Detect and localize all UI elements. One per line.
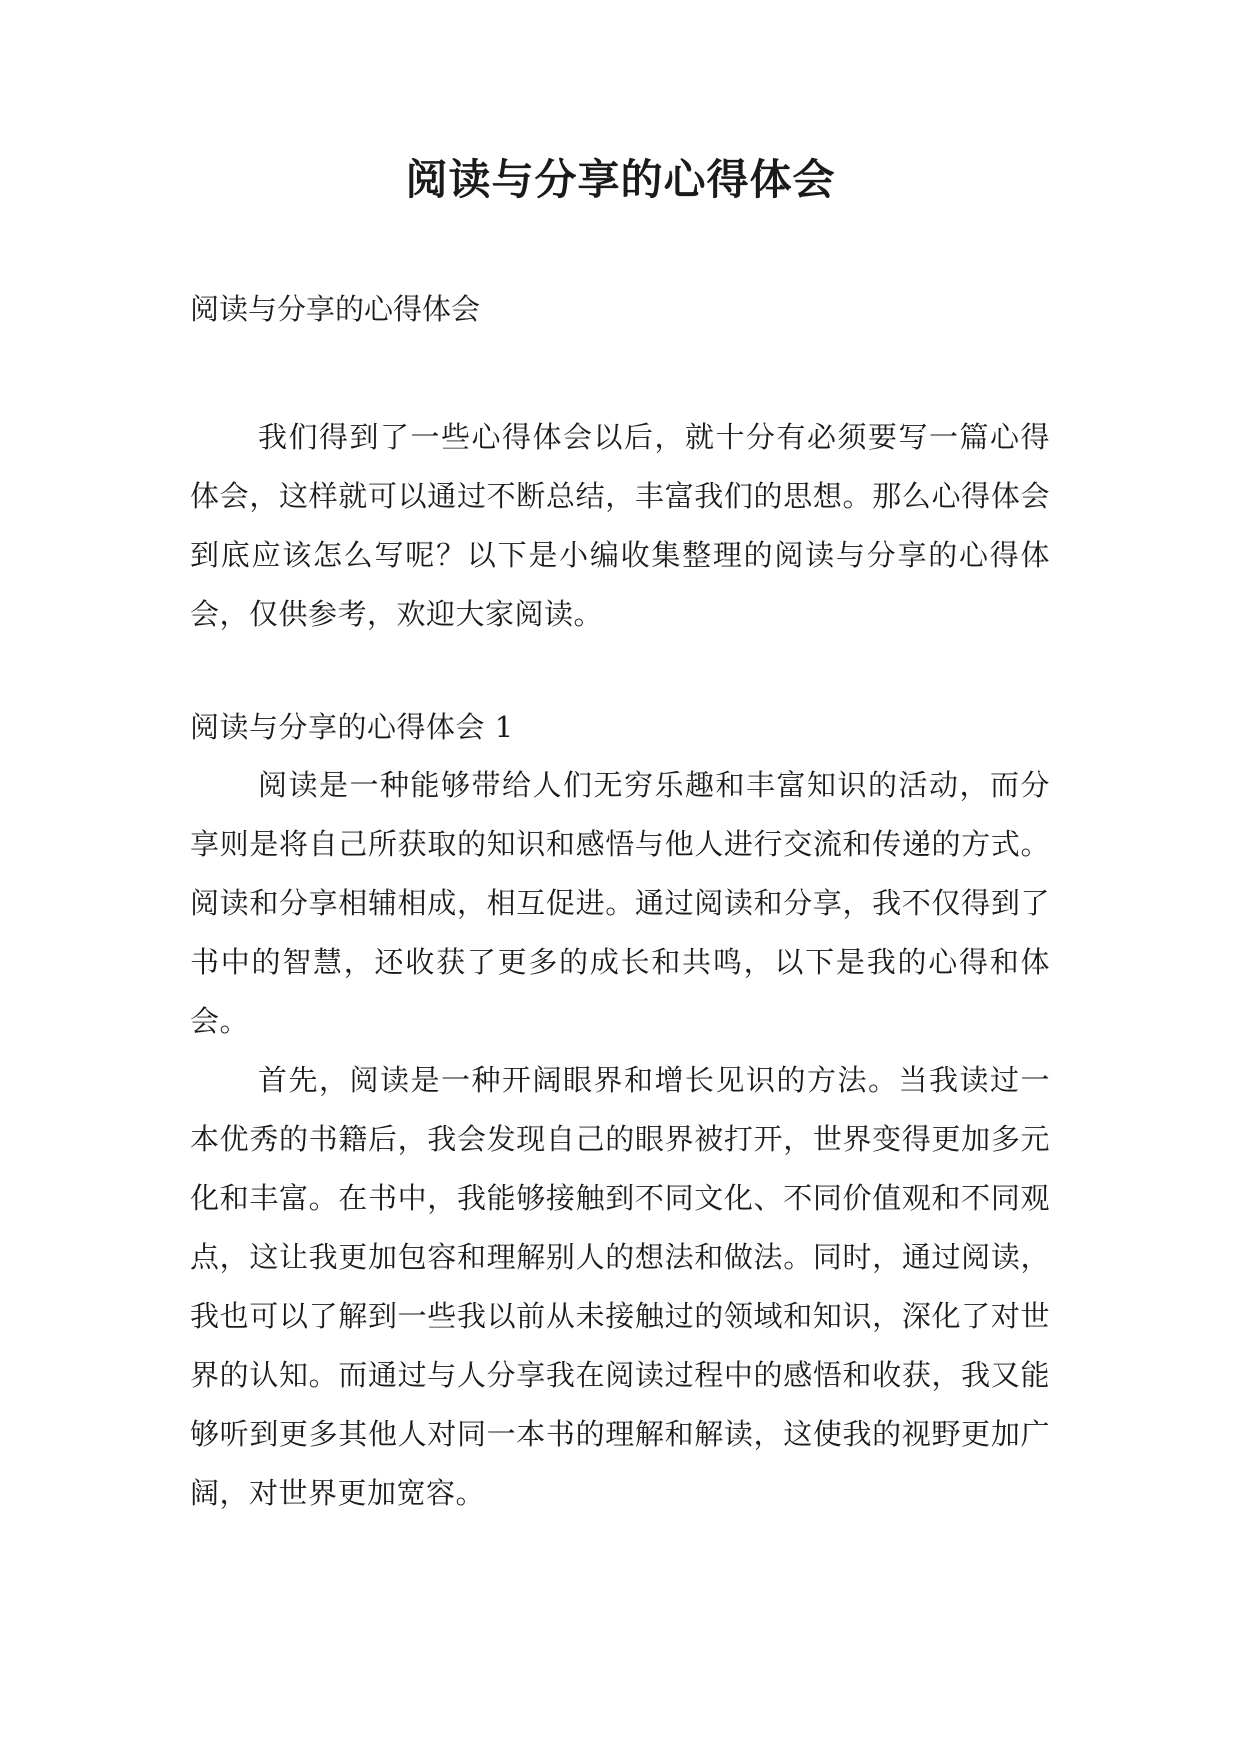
intro-paragraph: 我们得到了一些心得体会以后，就十分有必须要写一篇心得体会，这样就可以通过不断总结，丰富我们的思想。那么心得体会到底应该怎么写呢？以下是小编收集整理的阅读与分享的心得体会，仅供参考，欢迎大家阅读。 (190, 420, 1050, 631)
document-title: 阅读与分享的心得体会 (405, 155, 836, 204)
body-paragraph: 阅读是一种能够带给人们无穷乐趣和丰富知识的活动，而分享则是将自己所获取的知识和感悟与他人进行交流和传递的方式。阅读和分享相辅相成，相互促进。通过阅读和分享，我不仅得到了书中的智慧，还收获了更多的成长和共鸣，以下是我的心得和体会。 (190, 768, 1050, 1038)
document-subtitle: 阅读与分享的心得体会 (190, 292, 481, 326)
body-paragraph: 首先，阅读是一种开阔眼界和增长见识的方法。当我读过一本优秀的书籍后，我会发现自己的眼界被打开，世界变得更加多元化和丰富。在书中，我能够接触到不同文化、不同价值观和不同观点，这让我更加包容和理解别人的想法和做法。同时，通过阅读，我也可以了解到一些我以前从未接触过的领域和知识，深化了对世界的认知。而通过与人分享我在阅读过程中的感悟和收获，我又能够听到更多其他人对同一本书的理解和解读，这使我的视野更加广阔，对世界更加宽容。 (190, 1063, 1050, 1510)
section-heading: 阅读与分享的心得体会 1 (190, 710, 514, 744)
